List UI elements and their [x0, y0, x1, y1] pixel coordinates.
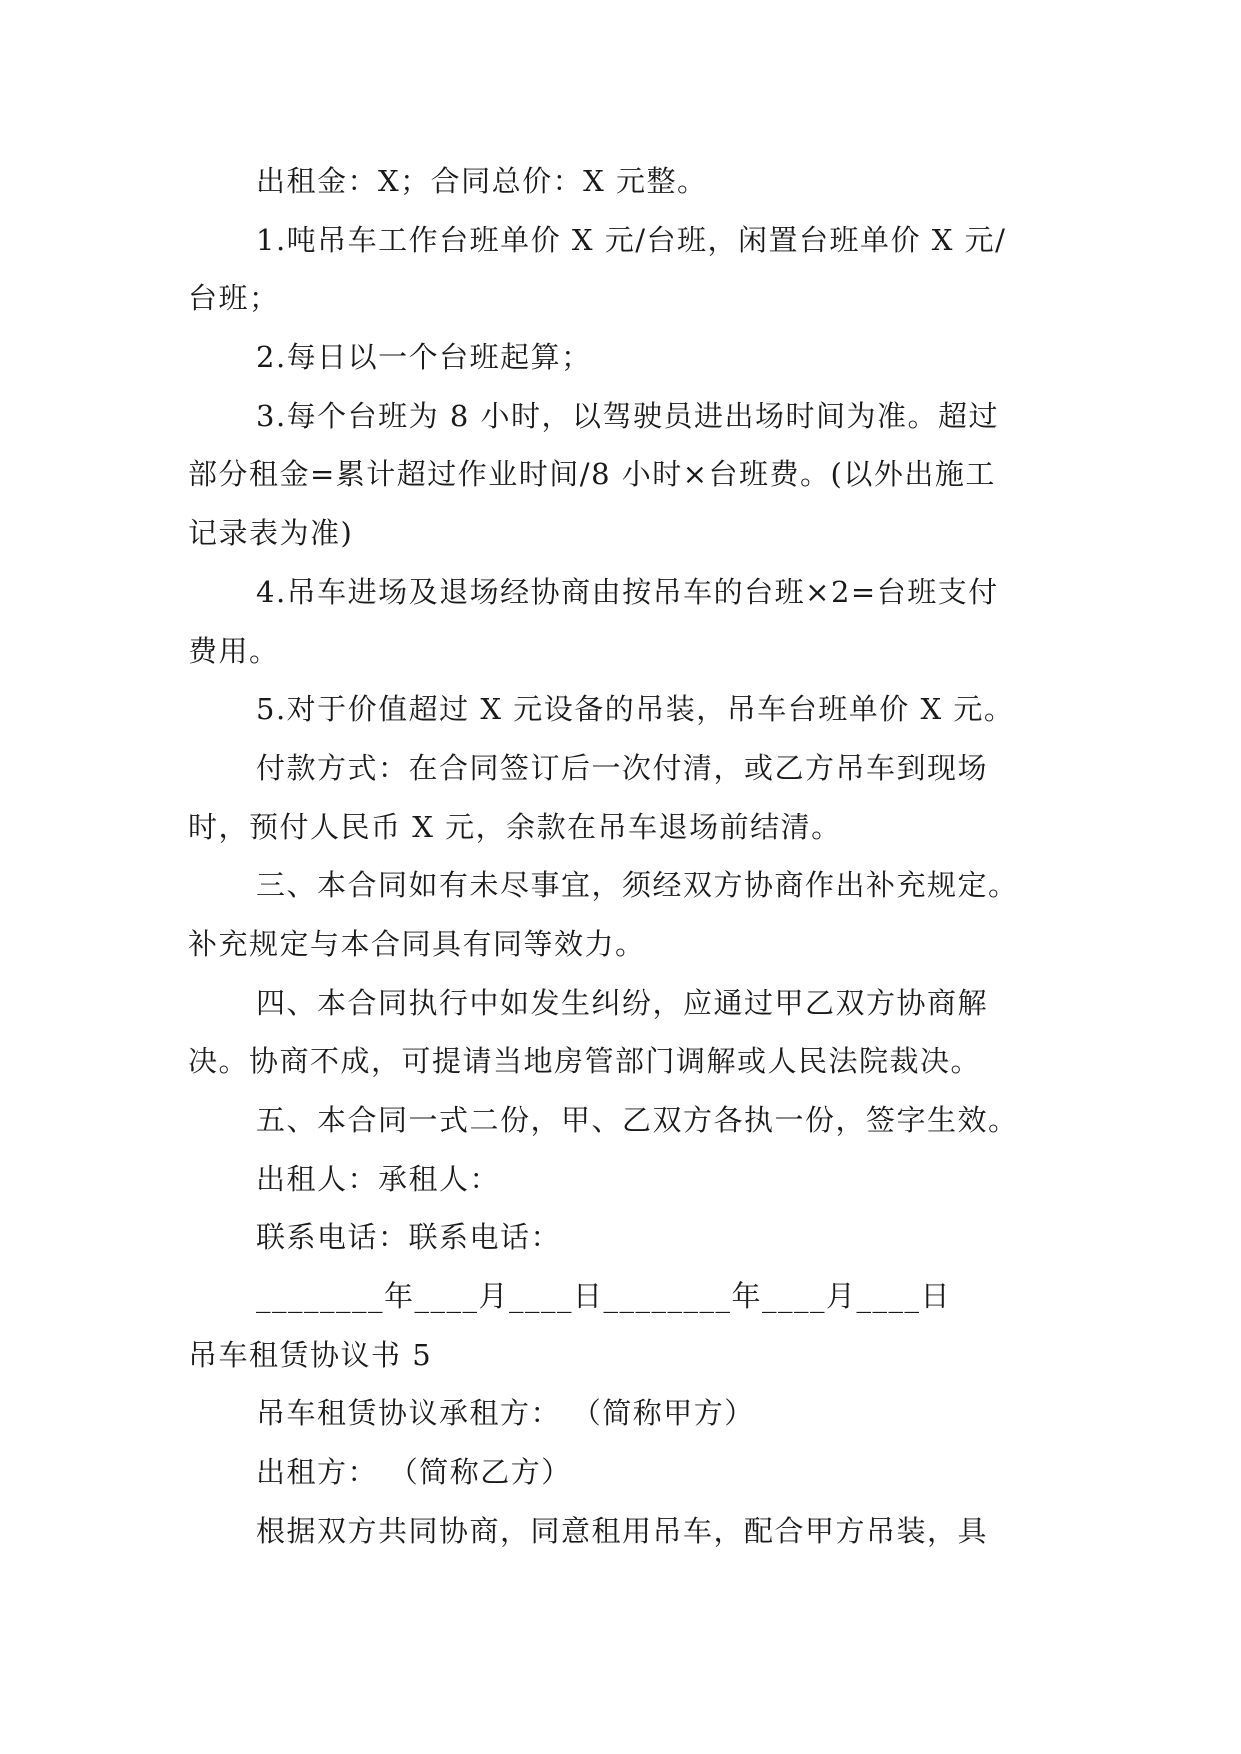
lessee-line: 吊车租赁协议承租方： （简称甲方） — [256, 1396, 755, 1431]
section-title: 吊车租赁协议书 5 — [188, 1337, 433, 1372]
clause-3-line-c: 记录表为准) — [188, 516, 354, 551]
article-3-line-a: 三、本合同如有未尽事宜，须经双方协商作出补充规定。 — [256, 868, 1019, 903]
lessor-line: 出租方： （简称乙方） — [256, 1455, 572, 1490]
rent-total-line: 出租金：X；合同总价：X 元整。 — [256, 164, 708, 198]
signatories-line: 出租人：承租人： — [256, 1161, 501, 1196]
payment-line-a: 付款方式：在合同签订后一次付清，或乙方吊车到现场 — [256, 750, 989, 785]
article-4-line-a: 四、本合同执行中如发生纠纷，应通过甲乙双方协商解 — [256, 985, 989, 1020]
payment-line-b: 时，预付人民币 X 元，余款在吊车退场前结清。 — [188, 809, 842, 844]
clause-4-line-b: 费用。 — [188, 633, 280, 668]
article-4-line-b: 决。协商不成，可提请当地房管部门调解或人民法院裁决。 — [188, 1044, 982, 1079]
article-3-line-b: 补充规定与本合同具有同等效力。 — [188, 926, 646, 961]
clause-4-line-a: 4.吊车进场及退场经协商由按吊车的台班×2=台班支付 — [256, 574, 999, 609]
clause-2-line: 2.每日以一个台班起算； — [256, 340, 592, 375]
document-body — [188, 152, 1058, 1561]
agreement-intro-line: 根据双方共同协商，同意租用吊车，配合甲方吊装，具 — [256, 1513, 989, 1548]
clause-1-line-a: 1.吨吊车工作台班单价 X 元/台班，闲置台班单价 X 元/ — [256, 222, 1007, 257]
clause-3-line-a: 3.每个台班为 8 小时，以驾驶员进出场时间为准。超过 — [256, 398, 1000, 433]
date-blanks-line: ________年____月____日________年____月____日 — [256, 1279, 952, 1314]
clause-3-line-b: 部分租金=累计超过作业时间/8 小时×台班费。(以外出施工 — [188, 457, 996, 492]
article-5-line: 五、本合同一式二份，甲、乙双方各执一份，签字生效。 — [256, 1103, 1019, 1137]
clause-1-line-b: 台班； — [188, 281, 280, 316]
clause-5-line: 5.对于价值超过 X 元设备的吊装，吊车台班单价 X 元。 — [256, 692, 1015, 727]
contact-phone-line: 联系电话：联系电话： — [256, 1220, 562, 1255]
